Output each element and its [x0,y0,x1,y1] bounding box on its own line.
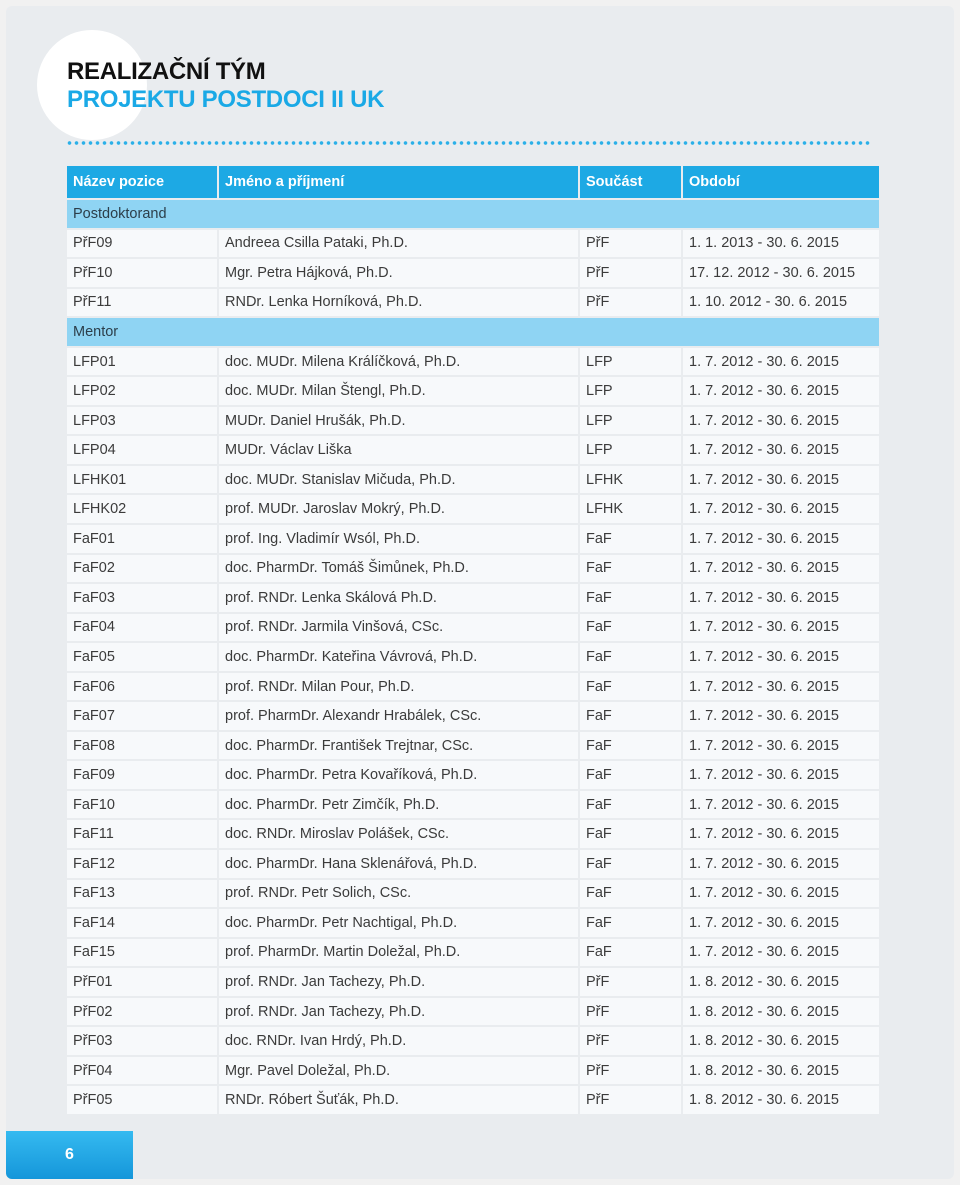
cell-position: PřF01 [67,968,217,996]
table-row [67,555,879,583]
cell-unit: FaF [580,850,681,878]
cell-period: 1. 10. 2012 - 30. 6. 2015 [683,289,879,317]
cell-name: prof. RNDr. Milan Pour, Ph.D. [219,673,578,701]
table-header-row [67,166,879,198]
cell-position: LFHK02 [67,495,217,523]
cell-unit: FaF [580,673,681,701]
table-row [67,259,879,287]
cell-name: doc. PharmDr. František Trejtnar, CSc. [219,732,578,760]
cell-period: 1. 7. 2012 - 30. 6. 2015 [683,673,879,701]
cell-position: PřF09 [67,230,217,258]
cell-unit: FaF [580,791,681,819]
cell-name: doc. PharmDr. Petra Kovaříková, Ph.D. [219,761,578,789]
cell-unit: FaF [580,820,681,848]
cell-period: 1. 7. 2012 - 30. 6. 2015 [683,436,879,464]
cell-position: PřF11 [67,289,217,317]
cell-position: LFP03 [67,407,217,435]
cell-name: doc. PharmDr. Hana Sklenářová, Ph.D. [219,850,578,878]
cell-name: doc. PharmDr. Tomáš Šimůnek, Ph.D. [219,555,578,583]
page-number: 6 [65,1146,74,1163]
cell-name: doc. MUDr. Milena Králíčková, Ph.D. [219,348,578,376]
cell-unit: PřF [580,1086,681,1114]
header-unit: Součást [580,166,681,198]
title-line-1: REALIZAČNÍ TÝM [67,58,266,85]
table-row [67,850,879,878]
page-title [67,58,384,114]
table-body [67,200,879,1114]
cell-name: RNDr. Lenka Horníková, Ph.D. [219,289,578,317]
cell-name: MUDr. Václav Liška [219,436,578,464]
cell-unit: LFHK [580,466,681,494]
table-row [67,230,879,258]
cell-period: 17. 12. 2012 - 30. 6. 2015 [683,259,879,287]
cell-position: FaF12 [67,850,217,878]
cell-position: FaF06 [67,673,217,701]
cell-name: prof. RNDr. Jarmila Vinšová, CSc. [219,614,578,642]
cell-name: MUDr. Daniel Hrušák, Ph.D. [219,407,578,435]
table-row [67,880,879,908]
cell-name: doc. MUDr. Stanislav Mičuda, Ph.D. [219,466,578,494]
cell-position: PřF05 [67,1086,217,1114]
table-row [67,998,879,1026]
table-row [67,791,879,819]
cell-name: Mgr. Petra Hájková, Ph.D. [219,259,578,287]
page-number-tab [6,1131,133,1179]
title-line-2: PROJEKTU POSTDOCI II UK [67,86,385,113]
cell-period: 1. 7. 2012 - 30. 6. 2015 [683,555,879,583]
cell-period: 1. 8. 2012 - 30. 6. 2015 [683,998,879,1026]
cell-unit: LFP [580,348,681,376]
cell-name: prof. PharmDr. Martin Doležal, Ph.D. [219,939,578,967]
cell-name: prof. RNDr. Lenka Skálová Ph.D. [219,584,578,612]
cell-position: FaF04 [67,614,217,642]
cell-position: FaF13 [67,880,217,908]
section-label: Postdoktorand [67,200,879,228]
cell-period: 1. 7. 2012 - 30. 6. 2015 [683,495,879,523]
cell-position: LFP01 [67,348,217,376]
header-position: Název pozice [67,166,217,198]
table-row [67,732,879,760]
cell-period: 1. 7. 2012 - 30. 6. 2015 [683,880,879,908]
cell-position: PřF10 [67,259,217,287]
cell-period: 1. 7. 2012 - 30. 6. 2015 [683,377,879,405]
cell-unit: FaF [580,555,681,583]
cell-name: Andreea Csilla Pataki, Ph.D. [219,230,578,258]
cell-unit: FaF [580,761,681,789]
cell-unit: LFP [580,436,681,464]
cell-name: prof. PharmDr. Alexandr Hrabálek, CSc. [219,702,578,730]
dotted-divider [66,140,872,146]
table-row [67,377,879,405]
cell-position: LFP02 [67,377,217,405]
section-label: Mentor [67,318,879,346]
cell-position: FaF10 [67,791,217,819]
cell-unit: LFP [580,407,681,435]
cell-unit: FaF [580,584,681,612]
cell-name: doc. RNDr. Miroslav Polášek, CSc. [219,820,578,848]
cell-period: 1. 8. 2012 - 30. 6. 2015 [683,1086,879,1114]
cell-position: FaF01 [67,525,217,553]
cell-unit: FaF [580,525,681,553]
table-row [67,495,879,523]
cell-period: 1. 7. 2012 - 30. 6. 2015 [683,702,879,730]
table-row [67,584,879,612]
table-row [67,761,879,789]
table-row [67,1057,879,1085]
cell-period: 1. 7. 2012 - 30. 6. 2015 [683,614,879,642]
cell-name: doc. RNDr. Ivan Hrdý, Ph.D. [219,1027,578,1055]
cell-period: 1. 7. 2012 - 30. 6. 2015 [683,525,879,553]
cell-period: 1. 7. 2012 - 30. 6. 2015 [683,407,879,435]
table-row [67,673,879,701]
cell-name: doc. PharmDr. Kateřina Vávrová, Ph.D. [219,643,578,671]
cell-period: 1. 7. 2012 - 30. 6. 2015 [683,761,879,789]
cell-period: 1. 7. 2012 - 30. 6. 2015 [683,466,879,494]
cell-unit: LFP [580,377,681,405]
cell-name: Mgr. Pavel Doležal, Ph.D. [219,1057,578,1085]
cell-unit: PřF [580,1027,681,1055]
cell-unit: FaF [580,614,681,642]
cell-unit: LFHK [580,495,681,523]
cell-unit: FaF [580,732,681,760]
cell-unit: PřF [580,259,681,287]
cell-name: prof. MUDr. Jaroslav Mokrý, Ph.D. [219,495,578,523]
cell-position: FaF11 [67,820,217,848]
table-row [67,614,879,642]
cell-name: prof. RNDr. Jan Tachezy, Ph.D. [219,968,578,996]
cell-position: FaF08 [67,732,217,760]
table-row [67,643,879,671]
cell-unit: PřF [580,968,681,996]
cell-unit: FaF [580,643,681,671]
cell-position: FaF09 [67,761,217,789]
header-name: Jméno a příjmení [219,166,578,198]
cell-name: doc. PharmDr. Petr Nachtigal, Ph.D. [219,909,578,937]
cell-period: 1. 7. 2012 - 30. 6. 2015 [683,850,879,878]
cell-name: prof. Ing. Vladimír Wsól, Ph.D. [219,525,578,553]
cell-unit: PřF [580,1057,681,1085]
cell-position: LFP04 [67,436,217,464]
cell-position: PřF04 [67,1057,217,1085]
cell-position: PřF03 [67,1027,217,1055]
cell-name: doc. PharmDr. Petr Zimčík, Ph.D. [219,791,578,819]
table-row [67,436,879,464]
table-row [67,1086,879,1114]
cell-period: 1. 7. 2012 - 30. 6. 2015 [683,909,879,937]
cell-unit: PřF [580,289,681,317]
cell-name: prof. RNDr. Jan Tachezy, Ph.D. [219,998,578,1026]
cell-name: prof. RNDr. Petr Solich, CSc. [219,880,578,908]
table-row [67,968,879,996]
cell-position: FaF15 [67,939,217,967]
header-period: Období [683,166,879,198]
cell-period: 1. 7. 2012 - 30. 6. 2015 [683,643,879,671]
table-row [67,289,879,317]
cell-unit: PřF [580,998,681,1026]
table-row [67,820,879,848]
cell-position: FaF05 [67,643,217,671]
cell-period: 1. 7. 2012 - 30. 6. 2015 [683,584,879,612]
cell-period: 1. 8. 2012 - 30. 6. 2015 [683,1057,879,1085]
team-table [65,164,881,1116]
table-row [67,466,879,494]
cell-unit: FaF [580,702,681,730]
cell-unit: PřF [580,230,681,258]
cell-position: FaF02 [67,555,217,583]
table-row [67,525,879,553]
cell-period: 1. 1. 2013 - 30. 6. 2015 [683,230,879,258]
cell-name: RNDr. Róbert Šuťák, Ph.D. [219,1086,578,1114]
cell-period: 1. 7. 2012 - 30. 6. 2015 [683,939,879,967]
cell-position: FaF03 [67,584,217,612]
cell-position: FaF14 [67,909,217,937]
cell-position: LFHK01 [67,466,217,494]
cell-period: 1. 7. 2012 - 30. 6. 2015 [683,820,879,848]
section-row [67,200,879,228]
table-row [67,1027,879,1055]
table-row [67,407,879,435]
cell-position: FaF07 [67,702,217,730]
cell-period: 1. 7. 2012 - 30. 6. 2015 [683,732,879,760]
cell-position: PřF02 [67,998,217,1026]
table-row [67,702,879,730]
cell-period: 1. 8. 2012 - 30. 6. 2015 [683,1027,879,1055]
cell-name: doc. MUDr. Milan Štengl, Ph.D. [219,377,578,405]
cell-period: 1. 7. 2012 - 30. 6. 2015 [683,791,879,819]
table-row [67,909,879,937]
cell-unit: FaF [580,880,681,908]
cell-unit: FaF [580,939,681,967]
cell-unit: FaF [580,909,681,937]
cell-period: 1. 8. 2012 - 30. 6. 2015 [683,968,879,996]
cell-period: 1. 7. 2012 - 30. 6. 2015 [683,348,879,376]
section-row [67,318,879,346]
table-row [67,939,879,967]
table-row [67,348,879,376]
